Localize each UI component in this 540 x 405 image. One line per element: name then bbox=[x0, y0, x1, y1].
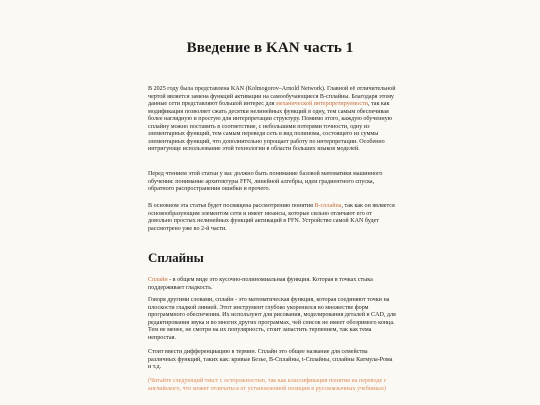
spline-explanation-paragraph bbox=[148, 297, 396, 342]
focus-paragraph bbox=[148, 203, 396, 233]
spline-family-text: Стоит ввести дифференциацию в термин. Сплайн это общее название для семейства различных функций, таких как: кривые Безье, B-Сплайны, t-Сплайны, сплайны Катмула-Рома и т.д. bbox=[148, 349, 393, 370]
spline-link[interactable]: Сплайн bbox=[148, 277, 168, 283]
intro-text-start: В 2025 году была представлена KAN (Kolmogorov–Arnold Network). Главной её отличительной чертой является замена функций активации на самообучающиеся B-сплайны. Благодаря этому данные сети представляют большой интерес для bbox=[148, 86, 396, 107]
splines-heading: Сплайны bbox=[148, 250, 204, 265]
prerequisites-paragraph bbox=[148, 171, 396, 194]
mech-interpretability-link[interactable]: механической интерпретируемости bbox=[275, 101, 368, 107]
spline-explanation-text: Говоря другими словами, сплайн - это математическая функция, которая соединяют точки на плоскости гладкой линией. Этот инструмент глубоко укоренился во множестве форм программного обеспечения. Их используют для рисования, моделирования деталей в CAD, для редактирования звука и во многих других программах, чей список не имеет обозримого конца. Тем не менее, не смотря на их популярность, стоит запастить терпением, так как тема непростая. bbox=[148, 297, 396, 341]
intro-text-end: , так как модификация позволяет сжать десятки нелинейных функций в одну, тем самым обеспечивая более наглядную и простую для интерпретации структуру. Помимо этого, каждую обученную сплайну можно поставить в соответствие, с небольшими потерями точности, одну из элементарных функций, тем самым переведя сеть в вид полинома, состоящего из суммы элементарных функций, что дополнительно упрощает работу по интерпретации. Особенно интригующе использование этой технологии в области больших языков моделей. bbox=[148, 101, 393, 152]
spline-family-paragraph bbox=[148, 349, 396, 372]
spline-definition-paragraph bbox=[148, 277, 396, 292]
focus-text-end: , так как он является основообразующим элементом сети и имеет нюансы, которые сильно отличают его от довольно простых нелинейных функций активаций в FFN. Устройство самой KAN будет рассмотрено уже во 2-й части. bbox=[148, 203, 395, 232]
intro-paragraph bbox=[148, 86, 396, 154]
spline-definition-text: - в общем виде это кусочно-полиномиальная функция. Которая в точках стыка поддерживает гладкость. bbox=[148, 277, 373, 291]
caution-note-text: (Читайте следующий текст с осторожностью, так как классификация понятия на переводе с английского, что может отличаться от установленной позиции в русскоязычных учебниках) bbox=[148, 378, 387, 392]
article-title: Введение в KAN часть 1 bbox=[186, 40, 354, 56]
focus-text-start: В основном эта статья будет посвящена рассмотрению понятия bbox=[148, 203, 315, 209]
caution-note-paragraph bbox=[148, 378, 396, 393]
prerequisites-text: Перед чтением этой статьи у вас должно быть понимание базовой математики машинного обучения: понимание архитектуры FFN, линейной алгебры, идеи градиентного спуска, обратного распространения ошибки и прочего. bbox=[148, 171, 383, 192]
b-spline-link[interactable]: B-сплайна bbox=[314, 203, 342, 209]
